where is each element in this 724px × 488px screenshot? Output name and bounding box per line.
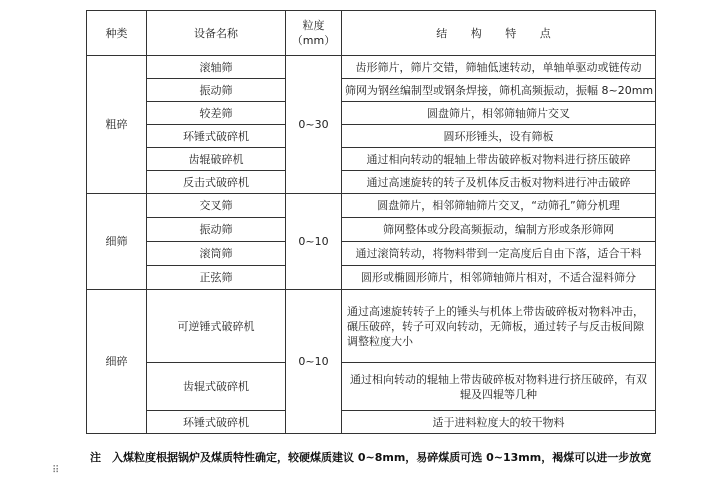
- feature-cell: 通过高速旋转的转子及机体反击板对物料进行冲击破碎: [342, 171, 656, 194]
- header-structure-features: 结 构 特 点: [342, 11, 656, 56]
- particle-size-cell: 0~10: [286, 194, 342, 290]
- particle-size-cell: 0~30: [286, 56, 342, 194]
- header-particle-size: [286, 11, 342, 56]
- table-footnote: 注 入煤粒度根据锅炉及煤质特性确定，较硬煤质建议 0~8mm，易碎煤质可选 0~13mm，褐煤可以进一步放宽: [90, 451, 652, 464]
- feature-cell: 筛网整体或分段高频振动，编制方形或条形筛网: [342, 218, 656, 242]
- header-size-unit: （mm）: [291, 34, 336, 47]
- feature-cell: 齿形筛片，筛片交错，筛轴低速转动，单轴单驱动或链传动: [342, 56, 656, 79]
- category-cell: 细碎: [87, 290, 147, 434]
- device-name-cell: 齿辊式破碎机: [147, 363, 286, 411]
- device-name-cell: 滚筒筛: [147, 242, 286, 266]
- device-name-cell: 振动筛: [147, 79, 286, 102]
- feature-cell: 通过相向转动的辊轴上带齿破碎板对物料进行挤压破碎，有双辊及四辊等几种: [342, 363, 656, 411]
- category-cell: 粗碎: [87, 56, 147, 194]
- feature-cell: 通过滚筒转动，将物料带到一定高度后自由下落，适合干料: [342, 242, 656, 266]
- equipment-spec-table-container: [86, 10, 655, 434]
- table-row: [87, 290, 656, 363]
- feature-cell: 圆盘筛片，相邻筛轴筛片交叉: [342, 102, 656, 125]
- table-row: [87, 363, 656, 411]
- feature-cell: 圆盘筛片，相邻筛轴筛片交叉，“动筛孔”筛分机理: [342, 194, 656, 218]
- feature-cell: 通过相向转动的辊轴上带齿破碎板对物料进行挤压破碎: [342, 148, 656, 171]
- device-name-cell: 滚轴筛: [147, 56, 286, 79]
- table-row: [87, 102, 656, 125]
- device-name-cell: 可逆锤式破碎机: [147, 290, 286, 363]
- table-row: [87, 218, 656, 242]
- feature-cell: 圆环形锤头，设有筛板: [342, 125, 656, 148]
- table-row: [87, 56, 656, 79]
- header-size-label: 粒度: [302, 19, 325, 32]
- particle-size-cell: 0~10: [286, 290, 342, 434]
- device-name-cell: 环锤式破碎机: [147, 411, 286, 434]
- header-category: 种类: [87, 11, 147, 56]
- equipment-spec-table: [86, 10, 656, 434]
- table-row: [87, 266, 656, 290]
- feature-cell: 圆形或椭圆形筛片，相邻筛轴筛片相对，不适合湿料筛分: [342, 266, 656, 290]
- drag-handle-icon[interactable]: ⠿: [52, 465, 61, 476]
- device-name-cell: 正弦筛: [147, 266, 286, 290]
- device-name-cell: 较差筛: [147, 102, 286, 125]
- table-row: [87, 194, 656, 218]
- table-row: [87, 411, 656, 434]
- device-name-cell: 振动筛: [147, 218, 286, 242]
- feature-cell: 筛网为钢丝编制型或钢条焊接，筛机高频振动，振幅 8~20mm: [342, 79, 656, 102]
- table-row: [87, 171, 656, 194]
- device-name-cell: 环锤式破碎机: [147, 125, 286, 148]
- device-name-cell: 齿辊破碎机: [147, 148, 286, 171]
- feature-cell: 通过高速旋转转子上的锤头与机体上带齿破碎板对物料冲击，碾压破碎，转子可双向转动，无筛板，通过转子与反击板间隙调整粒度大小: [342, 290, 656, 363]
- table-row: [87, 242, 656, 266]
- table-row: [87, 148, 656, 171]
- header-device-name: 设备名称: [147, 11, 286, 56]
- table-row: [87, 79, 656, 102]
- device-name-cell: 交叉筛: [147, 194, 286, 218]
- table-row: [87, 125, 656, 148]
- device-name-cell: 反击式破碎机: [147, 171, 286, 194]
- feature-cell: 适于进料粒度大的较干物料: [342, 411, 656, 434]
- category-cell: 细筛: [87, 194, 147, 290]
- table-header-row: [87, 11, 656, 56]
